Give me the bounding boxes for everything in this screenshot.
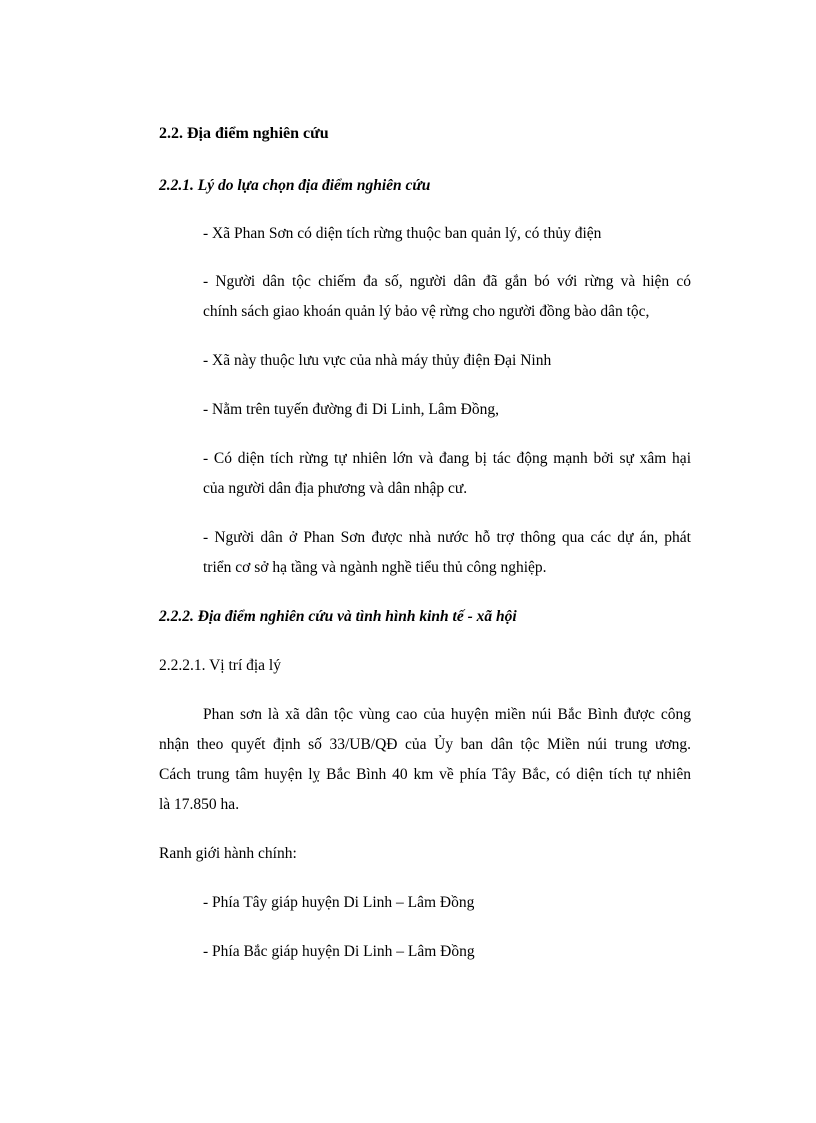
bullet-line: - Người dân tộc chiếm đa số, người dân đã gắn bó với rừng và hiện có: [203, 273, 691, 290]
bullet-line: triển cơ sở hạ tầng và ngành nghề tiểu thủ công nghiệp.: [203, 559, 547, 576]
boundary-item: - Phía Tây giáp huyện Di Linh – Lâm Đồng: [203, 894, 475, 911]
subsubsection-heading: 2.2.2.1. Vị trí địa lý: [159, 657, 281, 674]
paragraph-line: Cách trung tâm huyện lỵ Bắc Bình 40 km về phía Tây Bắc, có diện tích tự nhiên: [159, 766, 691, 783]
paragraph-line: Phan sơn là xã dân tộc vùng cao của huyện miền núi Bắc Bình được công: [203, 706, 691, 723]
bullet-line: - Xã Phan Sơn có diện tích rừng thuộc ban quản lý, có thủy điện: [203, 225, 602, 242]
paragraph-line: là 17.850 ha.: [159, 796, 240, 813]
bullet-line: - Nằm trên tuyến đường đi Di Linh, Lâm Đồng,: [203, 401, 499, 418]
bullet-line: của người dân địa phương và dân nhập cư.: [203, 480, 468, 497]
subsection-heading: 2.2.2. Địa điểm nghiên cứu và tình hình kinh tế - xã hội: [159, 608, 517, 625]
bullet-line: - Có diện tích rừng tự nhiên lớn và đang bị tác động mạnh bởi sự xâm hại: [203, 450, 691, 467]
paragraph-line: nhận theo quyết định số 33/UB/QĐ của Ủy ban dân tộc Miền núi trung ương.: [159, 736, 691, 753]
subsection-heading: 2.2.1. Lý do lựa chọn địa điểm nghiên cứu: [159, 177, 431, 194]
section-heading: 2.2. Địa điểm nghiên cứu: [159, 125, 329, 142]
boundary-item: - Phía Bắc giáp huyện Di Linh – Lâm Đồng: [203, 943, 475, 960]
boundary-label: Ranh giới hành chính:: [159, 845, 297, 862]
bullet-line: chính sách giao khoán quản lý bảo vệ rừng cho người đồng bào dân tộc,: [203, 303, 650, 320]
bullet-line: - Xã này thuộc lưu vực của nhà máy thủy điện Đại Ninh: [203, 352, 552, 369]
bullet-line: - Người dân ở Phan Sơn được nhà nước hỗ trợ thông qua các dự án, phát: [203, 529, 691, 546]
